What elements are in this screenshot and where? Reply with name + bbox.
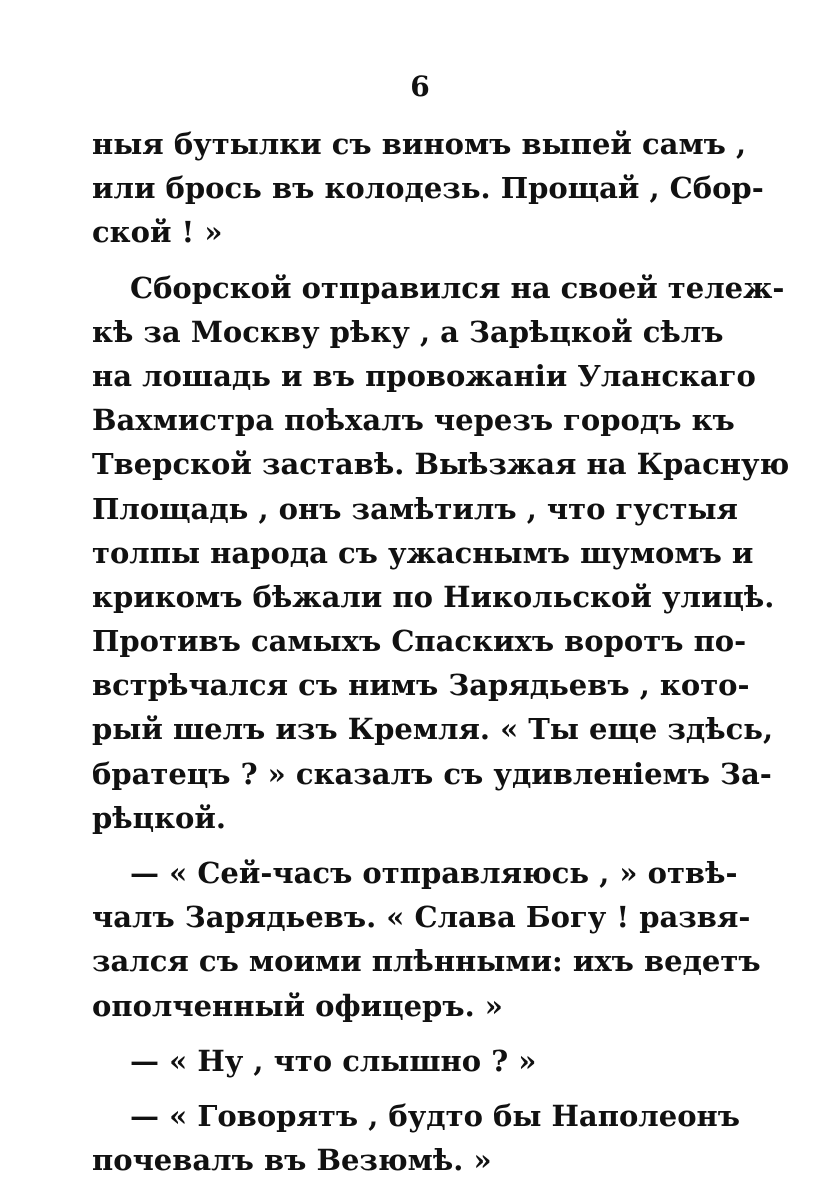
text-line: — « Сей-часъ отправляюсь , » отвѣ- [130, 856, 738, 890]
text-line: ской ! » [92, 215, 223, 250]
text-line: почевалъ въ Везюмѣ. » [92, 1143, 492, 1178]
text-line: — « Говорятъ , будто бы Наполеонъ [130, 1098, 741, 1133]
paragraph-1 [92, 122, 764, 255]
text-line: Противъ самыхъ Спаскихъ воротъ по- [92, 624, 747, 659]
text-line: Сборской отправился на своей тележ- [130, 270, 785, 305]
text-line: Площадь , онъ замѣтилъ , что густыя [92, 491, 738, 526]
text-line: братецъ ? » сказалъ съ удивленіемъ За- [92, 756, 772, 791]
text-line: Тверской заставѣ. Выѣзжая на Красную [92, 447, 790, 482]
paragraph-4 [92, 1039, 712, 1083]
text-line: — « Ну , что слышно ? » [130, 1043, 537, 1078]
text-line: рѣцкой. [92, 800, 226, 835]
text-line: встрѣчался съ нимъ Зарядьевъ , кото- [92, 668, 750, 703]
text-line: ныя бутылки съ виномъ выпей самъ , [92, 127, 747, 161]
paragraph-5 [92, 1094, 741, 1182]
text-line: Вахмистра поѣхалъ черезъ городъ къ [92, 403, 735, 438]
page-number: 6 [410, 70, 430, 103]
text-line: крикомъ бѣжали по Никольской улицѣ. [92, 579, 775, 614]
text-line: чалъ Зарядьевъ. « Слава Богу ! развя- [92, 900, 751, 935]
text-line: на лошадь и въ провожаніи Уланскаго [92, 358, 756, 393]
text-line: зался съ моими плѣнными: ихъ ведетъ [92, 944, 761, 979]
text-line: кѣ за Москву рѣку , а Зарѣцкой сѣлъ [92, 314, 724, 349]
text-line: толпы народа съ ужаснымъ шумомъ и [92, 535, 754, 570]
paragraph-2 [92, 266, 790, 840]
text-line: или брось въ колодезь. Прощай , Сбор- [92, 171, 764, 206]
paragraph-3 [92, 851, 761, 1028]
text-line: ополченный офицеръ. » [92, 988, 503, 1023]
text-line: рый шелъ изъ Кремля. « Ты еще здѣсь, [92, 712, 774, 747]
body-text [92, 122, 790, 1193]
